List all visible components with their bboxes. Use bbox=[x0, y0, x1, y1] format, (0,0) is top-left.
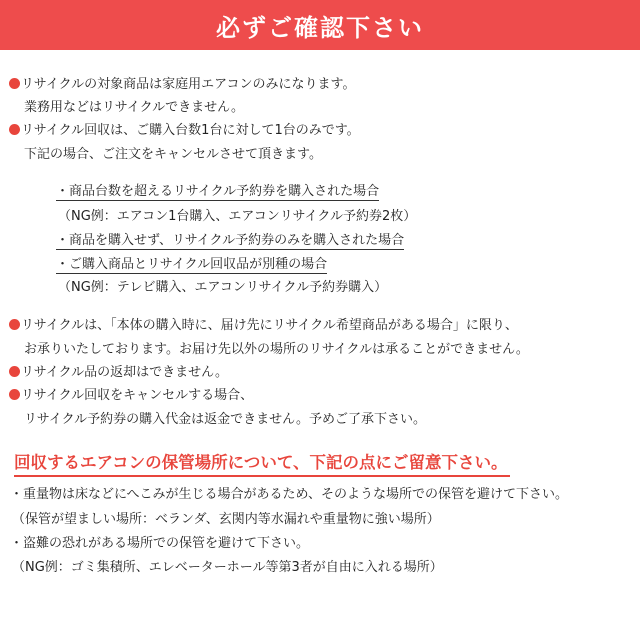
red-dot-icon bbox=[9, 389, 20, 400]
cancel-case-1-example: （NG例：エアコン1台購入、エアコンリサイクル予約券2枚） bbox=[58, 209, 417, 224]
storage-item-2-example: （NG例：ゴミ集積所、エレベーターホール等第3者が自由に入れる場所） bbox=[12, 560, 443, 575]
notice-cancel-2: リサイクル予約券の購入代金は返金できません。予めご了承下さい。 bbox=[24, 412, 426, 427]
storage-item-1: ・重量物は床などにへこみが生じる場合があるため、そのような場所での保管を避けて下さい。 bbox=[10, 487, 568, 502]
red-dot-icon bbox=[9, 124, 20, 135]
notice-cancel: リサイクル回収をキャンセルする場合、 bbox=[9, 387, 253, 405]
storage-item-2: ・盗難の恐れがある場所での保管を避けて下さい。 bbox=[10, 536, 310, 551]
cancel-case-3-example: （NG例：テレビ購入、エアコンリサイクル予約券購入） bbox=[58, 280, 388, 295]
notice-recycle-count-2: 下記の場合、ご注文をキャンセルさせて頂きます。 bbox=[24, 147, 322, 162]
notice-delivery-2: お承りいたしております。お届け先以外の場所のリサイクルは承ることができません。 bbox=[24, 342, 529, 357]
notice-no-return: リサイクル品の返却はできません。 bbox=[9, 364, 228, 382]
red-dot-icon bbox=[9, 366, 20, 377]
notice-recycle-scope: リサイクルの対象商品は家庭用エアコンのみになります。 bbox=[9, 76, 356, 94]
storage-item-1-example: （保管が望ましい場所：ベランダ、玄関内等水漏れや重量物に強い場所） bbox=[12, 512, 440, 527]
cancel-case-2: ・商品を購入せず、リサイクル予約券のみを購入された場合 bbox=[56, 233, 405, 248]
notice-recycle-count: リサイクル回収は、ご購入台数1台に対して1台のみです。 bbox=[9, 122, 360, 140]
title-banner bbox=[0, 0, 640, 50]
page-title: 必ずご確認下さい bbox=[216, 13, 424, 42]
notice-delivery: リサイクルは、「本体の購入時に、届け先にリサイクル希望商品がある場合」に限り、 bbox=[9, 317, 518, 335]
red-dot-icon bbox=[9, 319, 20, 330]
storage-heading: 回収するエアコンの保管場所について、下記の点にご留意下さい。 bbox=[14, 449, 510, 477]
red-dot-icon bbox=[9, 78, 20, 89]
cancel-case-1: ・商品台数を超えるリサイクル予約券を購入された場合 bbox=[56, 184, 380, 199]
cancel-case-3: ・ご購入商品とリサイクル回収品が別種の場合 bbox=[56, 257, 328, 272]
notice-recycle-scope-2: 業務用などはリサイクルできません。 bbox=[24, 100, 244, 115]
